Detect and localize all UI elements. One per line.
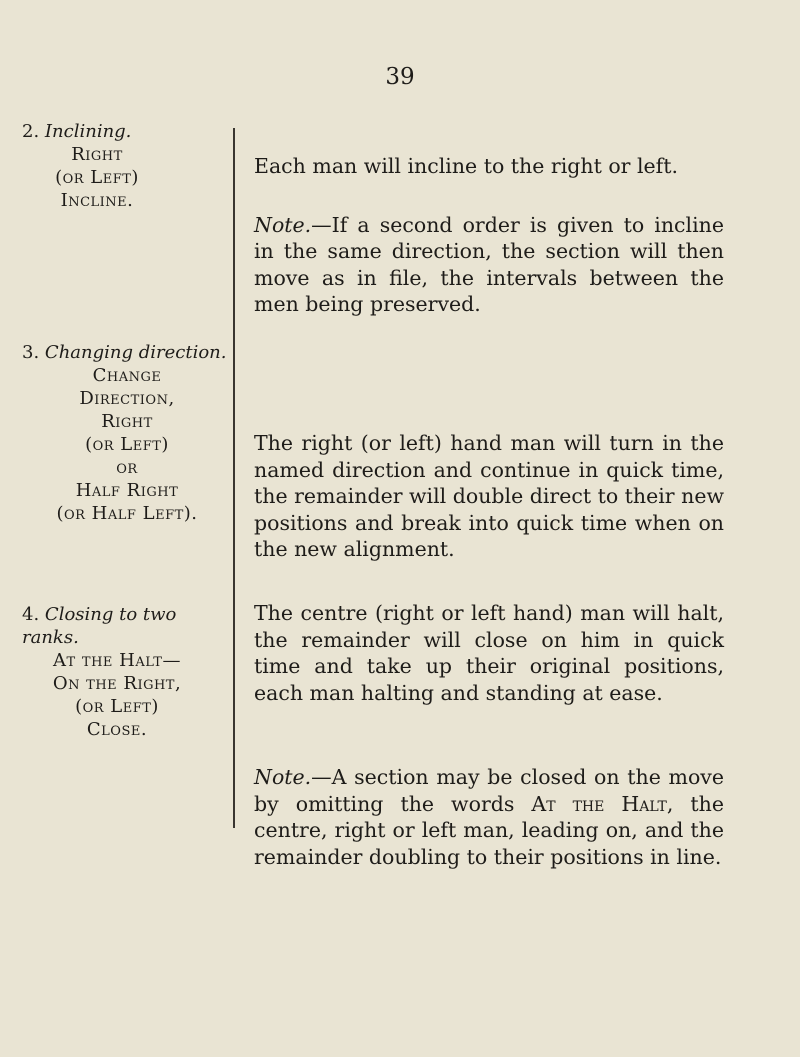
note-paragraph <box>254 764 724 870</box>
note-text: —A section may be closed on the move by omitting the words <box>254 765 724 816</box>
section-number: 3. <box>22 342 40 363</box>
heading-line: (or Left) <box>85 434 169 455</box>
side-heading <box>22 341 230 525</box>
heading-line: At the Halt— <box>53 650 181 671</box>
heading-line: On the Right, <box>52 673 182 694</box>
section-body <box>254 600 724 870</box>
section-number: 4. <box>22 604 40 625</box>
note-text: , the centre, right or left man, leading on, and the remainder doubling to their positions in line. <box>254 791 724 869</box>
heading-line: Right <box>101 411 153 432</box>
heading-line: Half Right <box>75 480 179 501</box>
page-number: 39 <box>385 64 415 90</box>
command-small-caps: At the Halt <box>531 791 667 816</box>
heading-line: Right <box>71 144 123 165</box>
note-text: —If a second order is given to incline in the same direction, the section will then move as in file, the intervals between the men being preserved. <box>254 212 724 316</box>
section-title: Changing direction. <box>44 342 227 363</box>
section-title: Inclining. <box>44 121 132 142</box>
note-paragraph <box>254 212 724 318</box>
heading-line: or <box>116 457 138 478</box>
heading-line: Direction, <box>79 388 175 409</box>
note-label: Note. <box>254 212 312 237</box>
heading-line: (or Left) <box>55 167 139 188</box>
heading-line: (or Left) <box>75 696 159 717</box>
section-body <box>254 430 724 563</box>
side-heading <box>22 603 230 741</box>
paragraph: Each man will incline to the right or left. <box>254 154 679 178</box>
note-label: Note. <box>254 765 312 789</box>
paragraph: The centre (right or left hand) man will halt, the remainder will close on him in quick time and take up their original positions, each man halting and standing at ease. <box>254 601 724 705</box>
paragraph: The right (or left) hand man will turn in the named direction and continue in quick time, the remainder will double direct to their new positions and break into quick time when on the new alignment. <box>254 431 725 561</box>
side-heading <box>22 120 230 212</box>
heading-line: Close. <box>86 719 148 740</box>
section-body <box>254 153 724 318</box>
margin-rule <box>233 128 235 828</box>
heading-line: Change <box>92 365 162 386</box>
heading-line: Incline. <box>60 190 134 211</box>
section-number: 2. <box>22 121 40 142</box>
section-title: Closing to two ranks. <box>22 604 177 648</box>
heading-line: (or Half Left). <box>56 503 198 524</box>
